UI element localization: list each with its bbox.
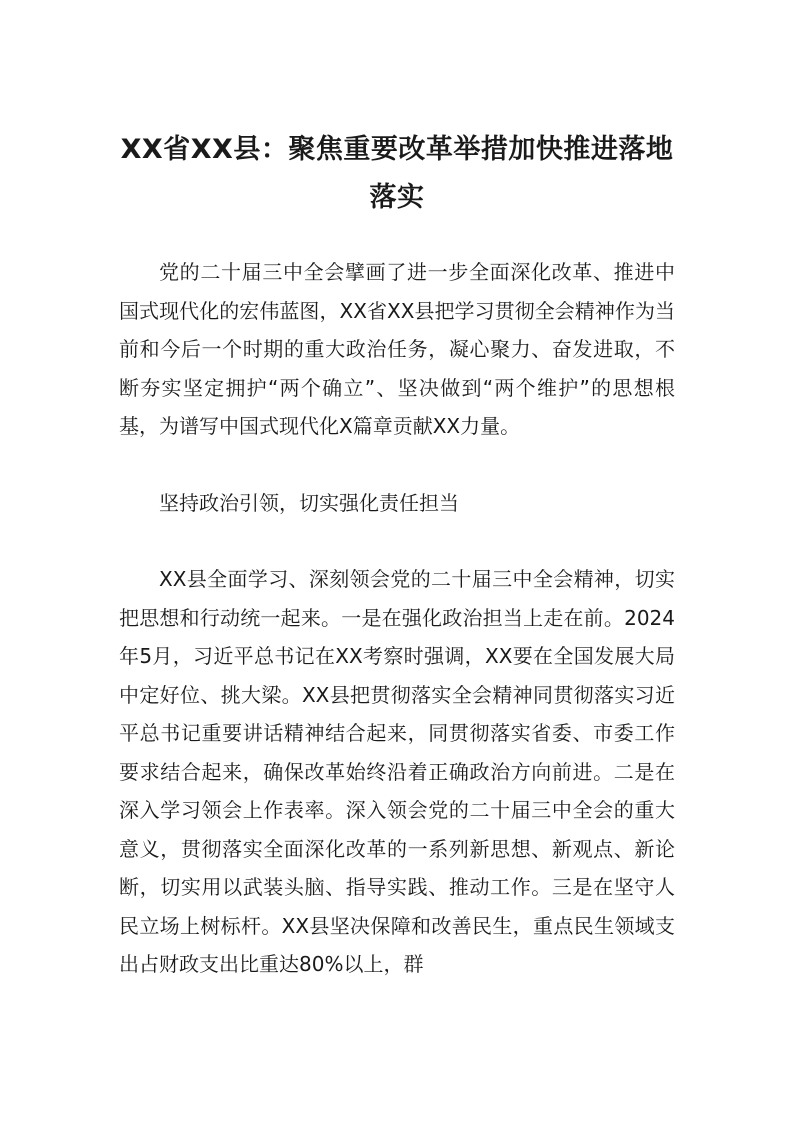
intro-paragraph: 党的二十届三中全会擘画了进一步全面深化改革、推进中国式现代化的宏伟蓝图，XX省XX县把学习贯彻全会精神作为当前和今后一个时期的重大政治任务，凝心聚力、奋发进取，不断夯实坚定拥护“两个确立”、坚决做到“两个维护”的思想根基，为谱写中国式现代化X篇章贡献XX力量。: [119, 260, 675, 438]
document-body: [119, 126, 675, 984]
section-heading: 坚持政治引领，切实强化责任担当: [159, 490, 459, 515]
document-title: XX省XX县：聚焦重要改革举措加快推进落地落实: [120, 134, 674, 213]
section-paragraph: XX县全面学习、深刻领会党的二十届三中全会精神，切实把思想和行动统一起来。一是在强化政治担当上走在前。2024年5月，习近平总书记在XX考察时强调，XX要在全国发展大局中定好位、挑大梁。XX县把贯彻落实全会精神同贯彻落实习近平总书记重要讲话精神结合起来，同贯彻落实省委、市委工作要求结合起来，确保改革始终沿着正确政治方向前进。二是在深入学习领会上作表率。深入领会党的二十届三中全会的重大意义，贯彻落实全面深化改革的一系列新思想、新观点、新论断，切实用以武装头脑、指导实践、推动工作。三是在坚守人民立场上树标杆。XX县坚决保障和改善民生，重点民生领域支出占财政支出比重达80%以上，群: [119, 567, 675, 976]
